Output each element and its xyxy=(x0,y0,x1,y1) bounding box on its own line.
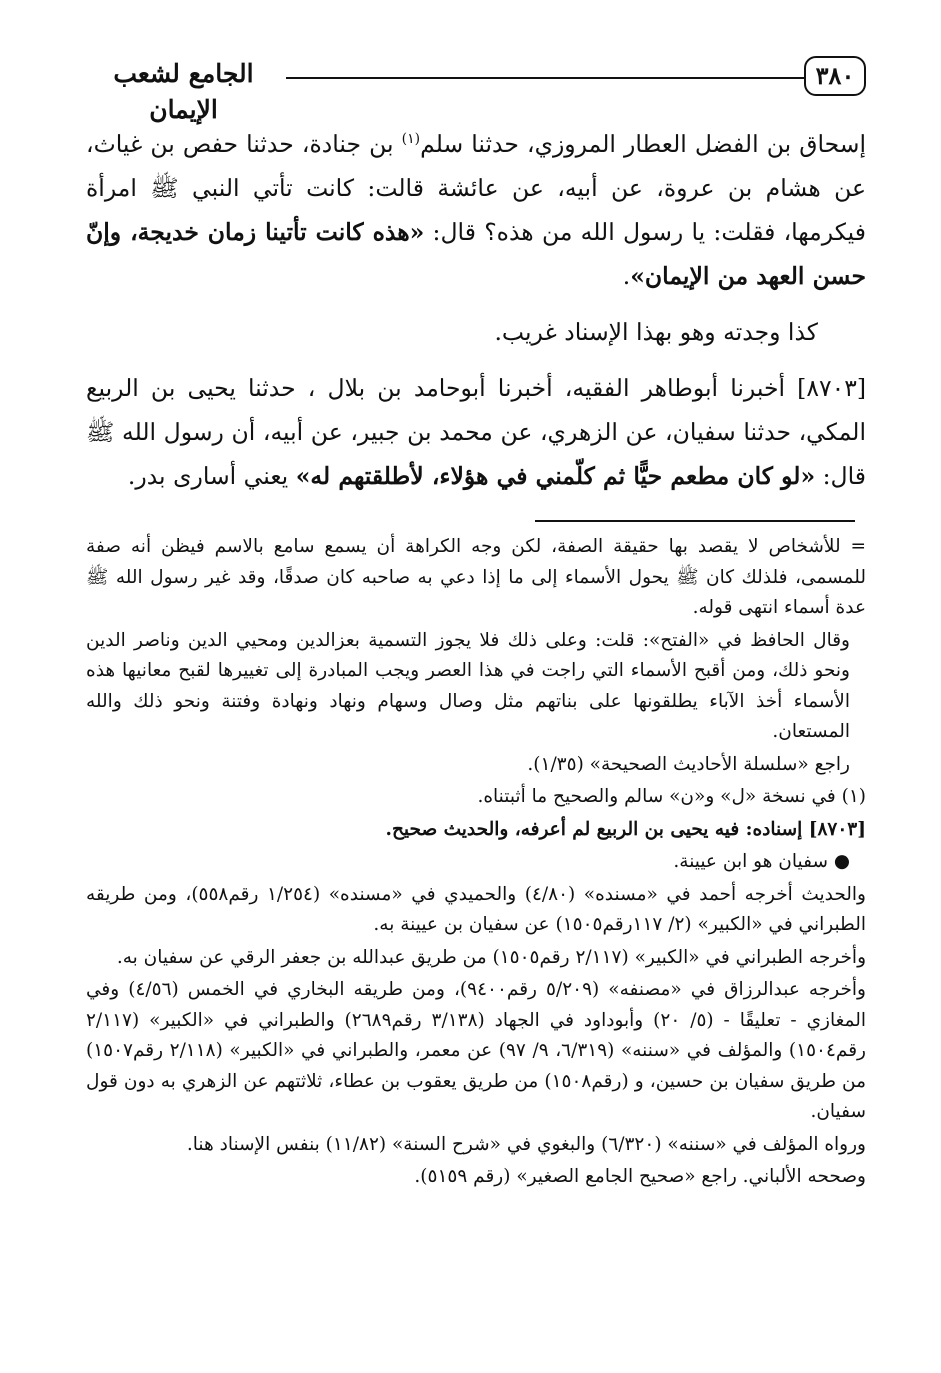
footnote-paragraph: وصححه الألباني. راجع «صحيح الجامع الصغير» (رقم ٥١٥٩). xyxy=(414,1166,866,1187)
isnad-verdict: [٨٧٠٣] إسناده: فيه يحيى بن الربيع لم أعرفه، والحديث صحيح. xyxy=(385,818,866,840)
main-text xyxy=(86,122,866,510)
footnote-isnad-heading xyxy=(86,815,866,846)
footnote-bullet: ● سفيان هو ابن عيينة. xyxy=(673,851,850,872)
page-number: ٣٨٠ xyxy=(804,56,866,96)
book-title: الجامع لشعب الإيمان xyxy=(113,59,254,124)
header-rule xyxy=(286,77,804,79)
footnote-paragraph: وأخرجه الطبراني في «الكبير» (٢/١١٧ رقم١٥٠٥) من طريق عبدالله بن جعفر الرقي عن سفيان به. xyxy=(116,946,866,968)
footnotes xyxy=(86,532,866,1195)
paragraph-hadith-1 xyxy=(86,122,866,298)
footnote-paragraph: والحديث أخرجه أحمد في «مسنده» (٤/٨٠) والحميدي في «مسنده» (١/٢٥٤ رقم٥٥٨)، ومن طريقه الطبراني في «الكبير» (٢/ ١١٧رقم١٥٠٥) عن سفيان بن عيينة به. xyxy=(86,883,866,935)
paragraph-text: بن جنادة، حدثنا حفص بن غياث، عن هشام بن عروة، عن أبيه، عن عائشة قالت: كانت تأتي النبي ﷺ امرأة فيكرمها، فقلت: يا رسول الله من هذه؟ قال: xyxy=(86,130,866,246)
footnote-paragraph: وقال الحافظ في «الفتح»: قلت: وعلى ذلك فلا يجوز التسمية بعزالدين ومحيي الدين وناصر الدين ونحو ذلك، ومن أقبح الأسماء التي راجت في هذا العصر ويجب المبادرة إلى تغييرها لقبح معانيها هذه الأسماء أخذ الآباء يطلقونها على بناتهم مثل وصال وسهام ونهاد ونهادة وفتنة ونحو ذلك والله المستعان. xyxy=(86,629,850,742)
page-header xyxy=(86,52,866,124)
footnote-paragraph: ورواه المؤلف في «سننه» (٦/٣٢٠) والبغوي في «شرح السنة» (١١/٨٢) بنفس الإسناد هنا. xyxy=(186,1133,866,1155)
footnote-paragraph: وأخرجه عبدالرزاق في «مصنفه» (٥/٢٠٩ رقم٩٤٠٠)، ومن طريقه البخاري في الخمس (٤/٥٦) وفي المغازي - تعليقًا - (٥/ ٢٠) وأبوداود في الجهاد (٣/١٣٨ رقم٢٦٨٩) والطبراني في «الكبير» (٢/١١٧ رقم١٥٠٤) والمؤلف في «سننه» (٦/٣١٩، ٩/ ٩٧) عن معمر، والطبراني في «الكبير» (٢/١١٨ رقم١٥٠٧) من طريق سفيان بن حسين، و (رقم١٥٠٨) من طريق يعقوب بن عطاء، ثلاثتهم عن الزهري به دون قول سفيان. xyxy=(86,979,867,1122)
paragraph-hadith-8703 xyxy=(86,366,866,498)
paragraph-text: يعني أسارى بدر. xyxy=(127,462,296,490)
paragraph-comment: كذا وجدته وهو بهذا الإسناد غريب. xyxy=(494,318,818,346)
footnote-reference: راجع «سلسلة الأحاديث الصحيحة» (١/٣٥). xyxy=(527,753,850,775)
footnote-1: (١) في نسخة «ل» و«ن» سالم والصحيح ما أثبتناه. xyxy=(477,786,866,807)
paragraph-text: إسحاق بن الفضل العطار المروزي، حدثنا سلم xyxy=(420,130,866,158)
paragraph-text: [٨٧٠٣] أخبرنا أبوطاهر الفقيه، أخبرنا أبوحامد بن بلال ، حدثنا يحيى بن الربيع المكي، حدثنا سفيان، عن الزهري، عن محمد بن جبير، عن أبيه، أن رسول الله ﷺ قال: xyxy=(86,374,866,490)
footnote-separator xyxy=(535,520,855,522)
hadith-quote: «هذه كانت تأتينا زمان خديجة، وإنّ حسن العهد من الإيمان» xyxy=(86,218,866,290)
paragraph-text: . xyxy=(622,262,631,290)
footnote-continuation: = للأشخاص لا يقصد بها حقيقة الصفة، لكن وجه الكراهة أن يسمع سامع بالاسم فيظن أنه صفة للمسمى، فلذلك كان ﷺ يحول الأسماء إلى ما إذا دعي به صاحبه كان صدقًا، وقد غير رسول الله ﷺ عدة أسماء انتهى قوله. xyxy=(86,536,866,618)
footnote-marker: (١) xyxy=(401,131,421,148)
hadith-quote: «لو كان مطعم حيًّا ثم كلّمني في هؤلاء، لأطلقتهم له» xyxy=(295,462,816,490)
